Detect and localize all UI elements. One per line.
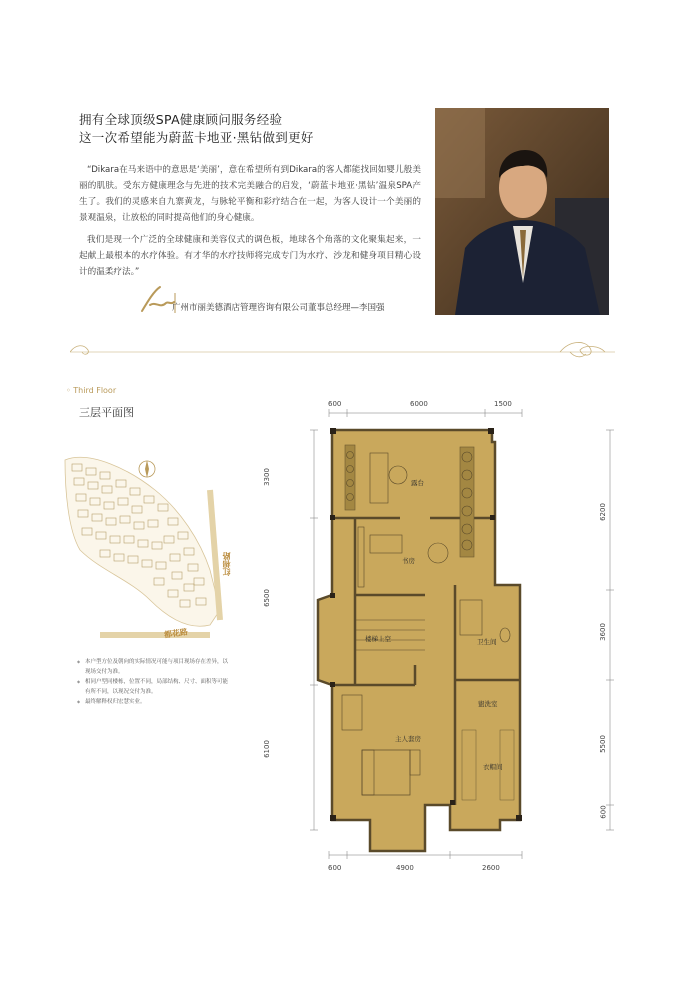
quote-paragraph-1: “Dikara在马来语中的意思是‘美丽’，意在希望所有到Dikara的客人都能找回如婴儿般美丽的肌肤。受东方健康理念与先进的技术完美融合的启发，‘蔚蓝卡地亚·黑钻’温泉SPA产生了。我们的灵感来自九寨黄龙，与脉轮平衡和彩疗结合在一起，为客人设计一个美丽的景观温泉，让放松的同时提高他们的身心健康。 [79, 165, 421, 223]
note-item: ◆ 相同户型同楼栋，位置不同，局部结构、尺寸、面积等可能有所不同，以现况交付为准。 [79, 677, 229, 697]
dim-right-3: 5500 [598, 735, 607, 753]
site-plan [60, 450, 235, 650]
dim-bottom-3: 2600 [482, 864, 500, 872]
road-label-2: 都花路 [163, 627, 189, 640]
note-item: ◆ 本户型方位及朝向的实际情况可能与项目现场存在差异，以现场交付为准。 [79, 657, 229, 677]
dim-left-2: 6500 [262, 589, 271, 607]
section-title-en: ◦ Third Floor [66, 386, 117, 395]
road-label-1: 红棉路 [222, 552, 231, 576]
floor-plan [300, 395, 620, 865]
dim-top-2: 6000 [410, 400, 428, 408]
dim-top-3: 1500 [494, 400, 512, 408]
quote-paragraph-2: 我们是现一个广泛的全球健康和美容仪式的调色板，地球各个角落的文化聚集起来，一起献上最根本的水疗体验。有才华的水疗技师将完成专门为水疗、沙龙和健身项目精心设计的温柔疗法。” [79, 235, 421, 277]
room-label-terrace: 露台 [411, 479, 424, 487]
dim-bottom-2: 4900 [396, 864, 414, 872]
attribution: 广州市丽美德酒店管理咨询有限公司董事总经理—李国强 [172, 303, 385, 313]
dim-bottom-1: 600 [328, 864, 342, 872]
headline-line-1: 拥有全球顶级SPA健康顾问服务经验 [79, 112, 283, 127]
room-label-master-suite: 主人套房 [395, 735, 421, 743]
section-title-cn: 三层平面图 [79, 406, 134, 419]
room-label-wash-room: 盥洗室 [478, 700, 498, 708]
dim-right-4: 600 [599, 805, 608, 819]
room-label-study: 书房 [402, 557, 415, 565]
headline-line-2: 这一次希望能为蔚蓝卡地亚·黑钻做到更好 [79, 130, 314, 145]
room-label-stair-void: 楼梯上空 [365, 635, 391, 643]
notes [79, 657, 229, 707]
dim-left-3: 6100 [262, 740, 271, 758]
ornamental-divider [70, 338, 615, 360]
dim-top-1: 600 [328, 400, 342, 408]
portrait-photo [435, 108, 609, 315]
note-item: ◆ 最终解释权归宏慧实业。 [79, 697, 229, 707]
room-label-closet: 衣帽间 [483, 763, 503, 771]
compass-icon [136, 458, 158, 480]
dim-right-2: 3600 [598, 623, 607, 641]
room-label-bathroom: 卫生间 [477, 638, 497, 646]
dim-right-1: 6200 [598, 503, 607, 521]
dim-left-1: 3300 [262, 468, 271, 486]
